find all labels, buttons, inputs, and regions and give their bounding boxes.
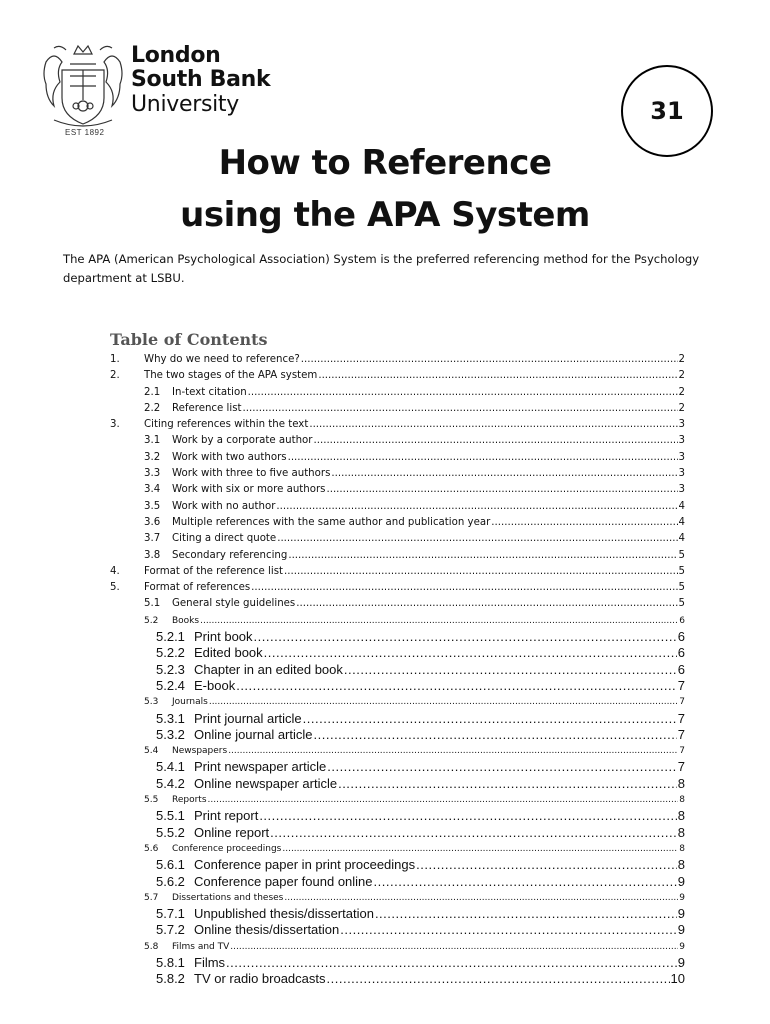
toc-entry-number: 5.4 — [144, 746, 159, 757]
toc-entry-number: 2. — [110, 370, 120, 382]
toc-dot-leader — [276, 499, 677, 515]
toc-entry-page: 4 — [678, 500, 685, 512]
toc-entry-number: 5.3.2 — [156, 726, 185, 742]
toc-entry-page: 8 — [677, 775, 685, 791]
toc-dot-leader — [331, 466, 677, 482]
toc-entry-page: 7 — [677, 677, 685, 693]
toc-entry-page: 9 — [677, 954, 685, 970]
established-label: EST 1892 — [65, 128, 105, 137]
toc-dot-leader — [296, 596, 677, 612]
toc-dot-leader — [264, 645, 677, 661]
toc-dot-leader — [243, 401, 678, 417]
toc-entry-title: Films — [194, 954, 226, 970]
toc-dot-leader — [338, 776, 677, 792]
toc-entry-page: 9 — [679, 941, 685, 952]
toc-entry-title: Edited book — [194, 645, 263, 661]
logo-line-2: South Bank — [131, 67, 271, 92]
university-logo — [131, 44, 270, 118]
toc-entry[interactable] — [110, 564, 685, 580]
toc-dot-leader — [309, 417, 677, 433]
toc-entry-number: 5.4.1 — [156, 759, 185, 775]
toc-entry-page: 3 — [678, 484, 685, 496]
toc-dot-leader — [228, 743, 678, 759]
toc-entry-title: Print newspaper article — [194, 759, 327, 775]
toc-entry-title: Format of references — [144, 582, 251, 594]
toc-dot-leader — [226, 955, 677, 971]
toc-dot-leader — [344, 662, 677, 678]
toc-entry-page: 6 — [679, 615, 685, 626]
toc-entry[interactable] — [110, 825, 685, 841]
toc-dot-leader — [288, 548, 677, 564]
toc-dot-leader — [303, 711, 677, 727]
toc-dot-leader — [270, 825, 677, 841]
toc-entry-number: 4. — [110, 565, 120, 577]
badge-number: 31 — [650, 97, 684, 125]
toc-entry[interactable] — [110, 727, 685, 743]
table-of-contents — [110, 352, 685, 988]
toc-dot-leader — [327, 759, 677, 775]
toc-entry-number: 2.1 — [144, 386, 161, 398]
toc-entry-title: Format of the reference list — [144, 565, 283, 577]
toc-entry[interactable] — [110, 613, 685, 629]
toc-entry-page: 2 — [678, 402, 685, 414]
toc-entry[interactable] — [110, 596, 685, 612]
toc-dot-leader — [375, 906, 677, 922]
toc-dot-leader — [340, 922, 677, 938]
toc-dot-leader — [248, 385, 678, 401]
toc-entry-title: Work with two authors — [172, 451, 287, 463]
toc-entry-page: 3 — [678, 468, 685, 480]
toc-dot-leader — [277, 531, 677, 547]
toc-entry-title: Dissertations and theses — [172, 892, 284, 903]
toc-entry[interactable] — [110, 482, 685, 498]
toc-entry[interactable] — [110, 743, 685, 759]
toc-entry-page: 2 — [678, 354, 685, 365]
toc-entry-page: 6 — [677, 645, 685, 661]
toc-entry[interactable] — [110, 401, 685, 417]
toc-entry-number: 5.7.1 — [156, 906, 185, 922]
toc-entry-number: 5.5.1 — [156, 808, 185, 824]
toc-dot-leader — [284, 890, 678, 906]
toc-entry[interactable] — [110, 450, 685, 466]
toc-entry-number: 3.4 — [144, 484, 161, 496]
toc-entry-number: 5.4.2 — [156, 775, 185, 791]
toc-entry-title: Online report — [194, 824, 270, 840]
toc-entry[interactable] — [110, 515, 685, 531]
toc-entry-page: 7 — [677, 710, 685, 726]
toc-entry-title: Reports — [172, 795, 207, 806]
toc-dot-leader — [318, 368, 677, 384]
toc-dot-leader — [282, 841, 678, 857]
toc-entry-title: General style guidelines — [172, 598, 296, 610]
toc-entry-title: Work with six or more authors — [172, 484, 326, 496]
toc-entry-page: 3 — [678, 435, 685, 447]
toc-entry-title: Journals — [172, 697, 208, 708]
toc-entry-title: Conference paper found online — [194, 873, 373, 889]
toc-entry[interactable] — [110, 678, 685, 694]
toc-entry-page: 9 — [677, 906, 685, 922]
toc-entry-title: Books — [172, 615, 200, 626]
toc-entry-number: 5.2 — [144, 615, 159, 626]
toc-entry-title: The two stages of the APA system — [144, 370, 318, 382]
title-line-1: How to Reference — [218, 143, 552, 183]
toc-entry-title: Conference proceedings — [172, 843, 282, 854]
toc-entry-page: 5 — [678, 549, 685, 561]
toc-entry-number: 5.2.1 — [156, 629, 185, 645]
toc-entry[interactable] — [110, 694, 685, 710]
logo-line-1: London — [131, 43, 221, 68]
toc-entry-page: 8 — [679, 795, 685, 806]
toc-entry-title: Why do we need to reference? — [144, 354, 300, 365]
toc-entry[interactable] — [110, 776, 685, 792]
toc-entry[interactable] — [110, 939, 685, 955]
toc-entry[interactable] — [110, 548, 685, 564]
intro-paragraph: The APA (American Psychological Association) System is the preferred referencing method for the Psychology department at LSBU. — [63, 252, 700, 285]
toc-entry-number: 3.8 — [144, 549, 161, 561]
toc-entry-title: E-book — [194, 677, 236, 693]
toc-dot-leader — [313, 433, 677, 449]
toc-entry-number: 5.1 — [144, 598, 161, 610]
toc-entry-page: 5 — [678, 565, 685, 577]
toc-entry[interactable] — [110, 922, 685, 938]
toc-entry-number: 3.7 — [144, 533, 161, 545]
toc-entry-page: 7 — [679, 697, 685, 708]
toc-entry-title: Chapter in an edited book — [194, 661, 343, 677]
toc-entry-title: Online newspaper article — [194, 775, 338, 791]
toc-entry-number: 1. — [110, 354, 120, 365]
toc-entry[interactable] — [110, 955, 685, 971]
toc-entry-page: 5 — [678, 598, 685, 610]
toc-entry-page: 4 — [678, 533, 685, 545]
toc-entry-title: Multiple references with the same author and publication year — [172, 516, 491, 528]
toc-dot-leader — [301, 352, 678, 368]
toc-entry-title: Online thesis/dissertation — [194, 922, 340, 938]
toc-entry[interactable] — [110, 466, 685, 482]
toc-entry-title: Reference list — [172, 402, 242, 414]
toc-entry-number: 5.8 — [144, 941, 159, 952]
toc-entry[interactable] — [110, 971, 685, 987]
toc-entry[interactable] — [110, 808, 685, 824]
toc-dot-leader — [208, 792, 678, 808]
logo-line-3: University — [131, 92, 239, 117]
toc-dot-leader — [416, 857, 677, 873]
toc-entry[interactable] — [110, 874, 685, 890]
toc-dot-leader — [374, 874, 677, 890]
toc-entry-page: 10 — [670, 971, 685, 987]
toc-entry-page: 4 — [678, 516, 685, 528]
toc-entry-page: 6 — [677, 661, 685, 677]
toc-entry-page: 3 — [678, 451, 685, 463]
toc-entry-number: 5.7 — [144, 892, 159, 903]
toc-entry-title: Films and TV — [172, 941, 230, 952]
toc-entry[interactable] — [110, 906, 685, 922]
toc-entry-number: 2.2 — [144, 402, 161, 414]
toc-entry[interactable] — [110, 368, 685, 384]
title-line-2: using the APA System — [180, 195, 590, 235]
toc-entry-title: Newspapers — [172, 746, 228, 757]
toc-entry-title: Print report — [194, 808, 259, 824]
toc-dot-leader — [200, 613, 678, 629]
toc-entry[interactable] — [110, 417, 685, 433]
toc-entry-number: 5.6.2 — [156, 873, 185, 889]
toc-entry-title: Unpublished thesis/dissertation — [194, 906, 374, 922]
toc-entry-page: 2 — [678, 386, 685, 398]
toc-entry-number: 5.3 — [144, 697, 159, 708]
toc-entry-page: 9 — [677, 922, 685, 938]
toc-entry-number: 3. — [110, 419, 120, 431]
toc-entry-number: 5.6 — [144, 843, 159, 854]
toc-entry-title: In-text citation — [172, 386, 247, 398]
toc-entry-number: 3.2 — [144, 451, 161, 463]
toc-entry[interactable] — [110, 662, 685, 678]
toc-entry-page: 2 — [678, 370, 685, 382]
toc-entry-number: 5.2.4 — [156, 677, 185, 693]
toc-entry-number: 5.3.1 — [156, 710, 185, 726]
toc-entry[interactable] — [110, 580, 685, 596]
toc-entry-title: Citing references within the text — [144, 419, 309, 431]
toc-entry[interactable] — [110, 857, 685, 873]
toc-entry-number: 5.7.2 — [156, 922, 185, 938]
toc-entry-page: 8 — [679, 843, 685, 854]
toc-entry-page: 7 — [677, 759, 685, 775]
toc-entry[interactable] — [110, 629, 685, 645]
toc-entry-page: 7 — [679, 746, 685, 757]
toc-entry-page: 7 — [677, 726, 685, 742]
toc-entry-page: 8 — [677, 857, 685, 873]
toc-dot-leader — [288, 450, 678, 466]
toc-entry-number: 3.6 — [144, 516, 161, 528]
toc-entry-title: Online journal article — [194, 726, 313, 742]
toc-dot-leader — [491, 515, 677, 531]
toc-dot-leader — [236, 678, 677, 694]
toc-entry[interactable] — [110, 645, 685, 661]
toc-dot-leader — [314, 727, 677, 743]
toc-entry[interactable] — [110, 792, 685, 808]
toc-entry-title: Work by a corporate author — [172, 435, 313, 447]
toc-dot-leader — [326, 482, 677, 498]
toc-entry-title: Print book — [194, 629, 253, 645]
toc-entry-number: 5.6.1 — [156, 857, 185, 873]
toc-entry-number: 3.3 — [144, 468, 161, 480]
toc-dot-leader — [327, 971, 670, 987]
toc-entry[interactable] — [110, 841, 685, 857]
toc-entry-number: 5.2.3 — [156, 661, 185, 677]
toc-dot-leader — [230, 939, 678, 955]
toc-entry-number: 3.1 — [144, 435, 161, 447]
toc-entry-number: 5.8.2 — [156, 971, 185, 987]
toc-entry[interactable] — [110, 352, 685, 368]
toc-entry-page: 8 — [677, 824, 685, 840]
toc-entry-page: 9 — [679, 892, 685, 903]
toc-entry[interactable] — [110, 499, 685, 515]
toc-entry-number: 5.2.2 — [156, 645, 185, 661]
toc-dot-leader — [259, 808, 676, 824]
toc-entry-page: 9 — [677, 873, 685, 889]
toc-entry-page: 3 — [678, 419, 685, 431]
toc-entry-number: 5.8.1 — [156, 954, 185, 970]
toc-entry[interactable] — [110, 385, 685, 401]
toc-entry[interactable] — [110, 433, 685, 449]
toc-heading: Table of Contents — [110, 330, 268, 349]
toc-entry-number: 5.5 — [144, 795, 159, 806]
toc-entry-title: Work with three to five authors — [172, 468, 331, 480]
toc-entry-title: Conference paper in print proceedings — [194, 857, 416, 873]
toc-entry-title: Secondary referencing — [172, 549, 288, 561]
toc-entry[interactable] — [110, 759, 685, 775]
toc-entry[interactable] — [110, 890, 685, 906]
page-title — [0, 137, 770, 241]
toc-entry[interactable] — [110, 531, 685, 547]
toc-entry-title: Work with no author — [172, 500, 276, 512]
toc-entry-title: Citing a direct quote — [172, 533, 277, 545]
toc-entry-title: TV or radio broadcasts — [194, 971, 326, 987]
toc-entry[interactable] — [110, 711, 685, 727]
toc-entry-page: 5 — [678, 582, 685, 594]
toc-dot-leader — [254, 629, 677, 645]
toc-dot-leader — [284, 564, 678, 580]
toc-dot-leader — [251, 580, 677, 596]
toc-entry-page: 8 — [677, 808, 685, 824]
toc-entry-number: 5.5.2 — [156, 824, 185, 840]
toc-entry-title: Print journal article — [194, 710, 302, 726]
toc-dot-leader — [209, 694, 678, 710]
toc-entry-number: 3.5 — [144, 500, 161, 512]
university-crest-icon — [40, 40, 126, 132]
toc-entry-number: 5. — [110, 582, 120, 594]
toc-entry-page: 6 — [677, 629, 685, 645]
